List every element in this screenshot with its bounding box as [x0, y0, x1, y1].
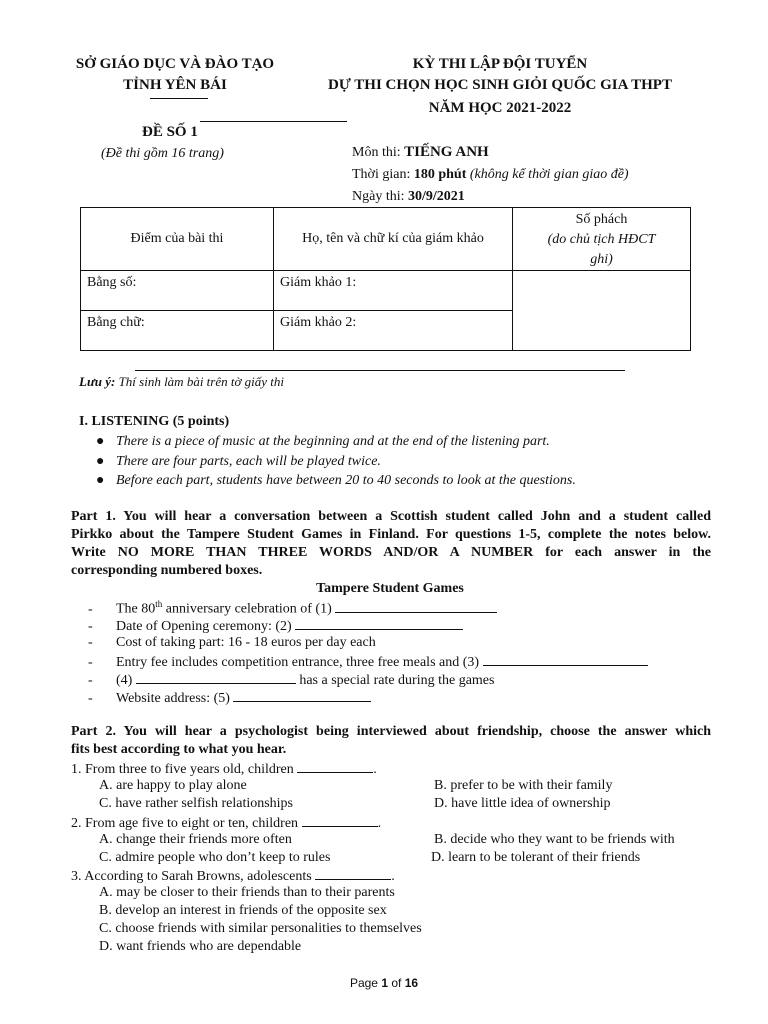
- time-value: 180 phút: [413, 167, 467, 182]
- part1-instructions-3: Write NO MORE THAN THREE WORDS AND/OR A NUMBER for each answer in the: [71, 545, 711, 560]
- dash-icon: -: [88, 691, 93, 706]
- page-label: Page: [349, 976, 382, 990]
- part1-instructions-4: corresponding numbered boxes.: [71, 563, 263, 578]
- score-in-words-cell: [81, 311, 274, 351]
- note-sup: th: [155, 599, 163, 609]
- department-name: SỞ GIÁO DỤC VÀ ĐÀO TẠO: [75, 56, 275, 72]
- part2-instructions-1: Part 2. You will hear a psychologist being interviewed about friendship, choose the answer which: [71, 724, 711, 739]
- school-year: NĂM HỌC 2021-2022: [428, 100, 572, 116]
- bullet-text: There is a piece of music at the beginning and at the end of the listening part.: [116, 434, 550, 449]
- answer-blank-1[interactable]: [335, 600, 497, 613]
- note-item-5: [88, 671, 494, 689]
- listening-title: I. LISTENING (5 points): [79, 414, 230, 429]
- note-item-2: [88, 617, 463, 635]
- part1-instructions-2: Pirkko about the Tampere Student Games in Finland. For questions 1-5, complete the notes below.: [71, 527, 711, 542]
- time-line: [352, 167, 629, 183]
- cut-line: [135, 370, 625, 371]
- note-text: anniversary celebration of (1): [162, 601, 336, 617]
- score-in-numbers-label: Bằng số:: [87, 275, 137, 290]
- exam-subtitle: DỰ THI CHỌN HỌC SINH GIỎI QUỐC GIA THPT: [328, 77, 672, 93]
- exam-code: ĐỀ SỐ 1: [142, 124, 198, 140]
- province-name: TỈNH YÊN BÁI: [123, 77, 227, 93]
- examiner-1-label: Giám khảo 1:: [280, 275, 357, 290]
- q2-option-a[interactable]: A. change their friends more often: [99, 832, 292, 847]
- listening-bullet: [96, 434, 550, 450]
- dash-icon: -: [88, 655, 93, 670]
- note-label: Lưu ý:: [79, 374, 116, 389]
- candidate-code-note-1: (do chủ tịch HĐCT: [547, 232, 656, 247]
- q2-option-c[interactable]: C. admire people who don’t keep to rules: [99, 850, 331, 865]
- subject-label: Môn thi:: [352, 145, 405, 160]
- note-text: (4): [116, 673, 136, 688]
- question-blank: [315, 867, 391, 880]
- note-text: Website address: (5): [116, 691, 234, 706]
- listening-bullet: [96, 473, 576, 489]
- examiner-2-cell: [274, 311, 513, 351]
- date-value: 30/9/2021: [408, 189, 465, 204]
- page-total: 16: [404, 976, 419, 990]
- q3-option-a[interactable]: A. may be closer to their friends than to their parents: [99, 885, 395, 900]
- score-in-words-label: Bằng chữ:: [87, 315, 145, 330]
- score-in-numbers-cell: [81, 271, 274, 311]
- divider-left: [150, 98, 208, 99]
- dash-icon: -: [88, 619, 93, 634]
- part1-instructions-1: Part 1. You will hear a conversation between a Scottish student called John and a student called: [71, 509, 711, 524]
- q3-option-c[interactable]: C. choose friends with similar personalities to themselves: [99, 921, 422, 936]
- question-end: .: [373, 762, 377, 777]
- pages-note: (Đề thi gồm 16 trang): [101, 146, 224, 161]
- page-current: 1: [381, 976, 388, 990]
- score-table: [80, 207, 691, 351]
- note-text: The 80: [116, 601, 156, 617]
- note-text: Date of Opening ceremony: (2): [116, 619, 296, 634]
- note-text: has a special rate during the games: [295, 673, 495, 688]
- question-text: 1. From three to five years old, children: [71, 762, 298, 777]
- exam-title: KỲ THI LẬP ĐỘI TUYỂN: [412, 56, 588, 72]
- notes-title: Tampere Student Games: [316, 581, 464, 596]
- question-text: 2. From age five to eight or ten, children: [71, 816, 302, 831]
- answer-blank-3[interactable]: [483, 653, 648, 666]
- score-header-cell: [81, 208, 274, 271]
- bullet-text: There are four parts, each will be played twice.: [116, 454, 381, 469]
- examiner-2-label: Giám khảo 2:: [280, 315, 357, 330]
- dash-icon: -: [88, 673, 93, 688]
- note-text: Entry fee includes competition entrance, three free meals and (3): [116, 655, 483, 670]
- bullet-icon: ●: [96, 473, 105, 488]
- examiner-header: Họ, tên và chữ kí của giám khảo: [302, 231, 484, 246]
- note-line: [79, 374, 284, 390]
- bullet-icon: ●: [96, 454, 105, 469]
- page-number: [284, 976, 484, 990]
- page-of: of: [388, 976, 405, 990]
- dash-icon: -: [88, 635, 93, 650]
- note-item-4: [88, 653, 648, 671]
- q1-option-c[interactable]: C. have rather selfish relationships: [99, 796, 294, 811]
- examiner-1-cell: [274, 271, 513, 311]
- subject-value: TIẾNG ANH: [404, 144, 489, 160]
- question-blank: [297, 760, 373, 773]
- question-end: .: [377, 816, 382, 831]
- q2-option-b[interactable]: B. decide who they want to be friends with: [434, 832, 675, 847]
- bullet-text: Before each part, students have between 20 to 40 seconds to look at the questions.: [116, 473, 576, 488]
- question-end: .: [391, 869, 395, 884]
- score-header: Điểm của bài thi: [130, 231, 224, 246]
- note-item-3: [88, 635, 376, 651]
- q1-option-b[interactable]: B. prefer to be with their family: [434, 778, 613, 793]
- dash-icon: -: [88, 601, 93, 617]
- question-1: [71, 760, 377, 778]
- note-item-6: [88, 689, 371, 707]
- candidate-code-note-2: ghi): [590, 252, 613, 267]
- answer-blank-4[interactable]: [136, 671, 296, 684]
- q3-option-b[interactable]: B. develop an interest in friends of the opposite sex: [99, 903, 387, 918]
- note-item-1: [88, 599, 497, 618]
- time-label: Thời gian:: [352, 167, 414, 182]
- candidate-code-cell: [513, 271, 691, 351]
- question-2: [71, 814, 381, 832]
- answer-blank-5[interactable]: [233, 689, 371, 702]
- candidate-code-header: Số phách: [575, 212, 628, 227]
- examiner-header-cell: [274, 208, 513, 271]
- answer-blank-2[interactable]: [295, 617, 463, 630]
- date-label: Ngày thi:: [352, 189, 408, 204]
- part2-instructions-2: fits best according to what you hear.: [71, 742, 287, 757]
- divider-right: [200, 121, 347, 122]
- candidate-code-header-cell: [513, 208, 691, 271]
- q3-option-d[interactable]: D. want friends who are dependable: [99, 939, 302, 954]
- note-text: Thí sinh làm bài trên tờ giấy thi: [115, 374, 285, 389]
- note-text: Cost of taking part: 16 - 18 euros per day each: [116, 635, 376, 650]
- listening-bullet: [96, 454, 381, 470]
- question-3: [71, 867, 395, 885]
- date-line: [352, 189, 465, 205]
- question-blank: [302, 814, 378, 827]
- q1-option-a[interactable]: A. are happy to play alone: [99, 778, 247, 793]
- time-note: (không kể thời gian giao đề): [466, 167, 629, 182]
- q1-option-d[interactable]: D. have little idea of ownership: [434, 796, 611, 811]
- bullet-icon: ●: [96, 434, 105, 449]
- question-text: 3. According to Sarah Browns, adolescents: [71, 869, 316, 884]
- q2-option-d[interactable]: D. learn to be tolerant of their friends: [431, 850, 641, 865]
- subject-line: [352, 144, 489, 161]
